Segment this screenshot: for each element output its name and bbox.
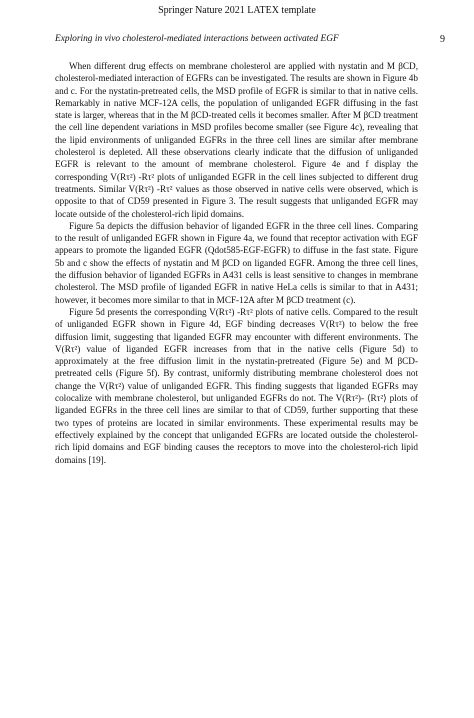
- paragraph-3: Figure 5d presents the corresponding V(Rτ²) -Rτ² plots of native cells. Compared to the result of unliganded EGFR shown in Figure 4d, EGF binding decreases V(Rτ²) to below the free diffusion limit, suggesting that liganded EGFR may encounter with different environments. The V(Rτ²) value of liganded EGFR increases from that in the native cells (Figure 5d) to approximately at the free diffusion limit in the nystatin-pretreated (Figure 5e) and M βCD-pretreated cells (Figure 5f). By contrast, uniformly distributing membrane cholesterol does not change the V(Rτ²) value of unliganded EGFR. This finding suggests that liganded EGFRs may colocalize with membrane cholesterol, but unliganded EGFRs do not. The V(Rτ²)- ⟨Rτ²⟩ plots of liganded EGFRs in the three cell lines are similar to that of CD59, further supporting that these two types of proteins are located in similar environments. These experimental results may be effectively explained by the concept that unliganded EGFRs are located outside the cholesterol-rich lipid domains and EGF binding causes the receptors to move into the cholesterol-rich lipid domains [19].: [55, 306, 418, 465]
- body-text: [55, 60, 418, 466]
- paragraph-1: When different drug effects on membrane cholesterol are applied with nystatin and M βCD, cholesterol-mediated interaction of EGFRs can be investigated. The results are shown in Figure 4b and c. For the nystatin-pretreated cells, the MSD profile of EGFR is similar to that in native cells. Remarkably in native MCF-12A cells, the population of unliganded EGFR diffusing in the fast state is larger, whereas that in the M βCD-treated cells it becomes smaller. After M βCD treatment the cell line dependent variations in MSD profiles become smaller (see Figure 4c), revealing that the lipid environments of unliganded EGFRs in the three cell lines are similar after membrane cholesterol is depleted. All these observations clearly indicate that the diffusion of unliganded EGFR is relevant to the amount of membrane cholesterol. Figure 4e and f display the corresponding V(Rτ²) -Rτ² plots of unliganded EGFR in the cell lines subjected to different drug treatments. Similar V(Rτ²) -Rτ² values as those observed in native cells were observed, which is opposite to that of CD59 presented in Figure 3. The result suggests that unliganded EGFR may locate outside of the cholesterol-rich lipid domains.: [55, 61, 418, 219]
- paragraph-2: Figure 5a depicts the diffusion behavior of liganded EGFR in the three cell lines. Comparing to the result of unliganded EGFR shown in Figure 4a, we found that receptor activation with EGF appears to promote the liganded EGFR (Qdot585-EGF-EGFR) to diffuse in the fast state. Figure 5b and c show the effects of nystatin and M βCD on liganded EGFR. Among the three cell lines, the diffusion behavior of liganded EGFRs in A431 cells is least sensitive to changes in membrane cholesterol. The MSD profile of liganded EGFR in native HeLa cells is similar to that in A431; however, it becomes more similar to that in MCF-12A after M βCD treatment (c).: [55, 220, 418, 305]
- page-number: 9: [440, 34, 445, 45]
- document-header: Springer Nature 2021 LATEX template: [158, 5, 316, 16]
- running-title: Exploring in vivo cholesterol-mediated interactions between activated EGF: [55, 34, 339, 44]
